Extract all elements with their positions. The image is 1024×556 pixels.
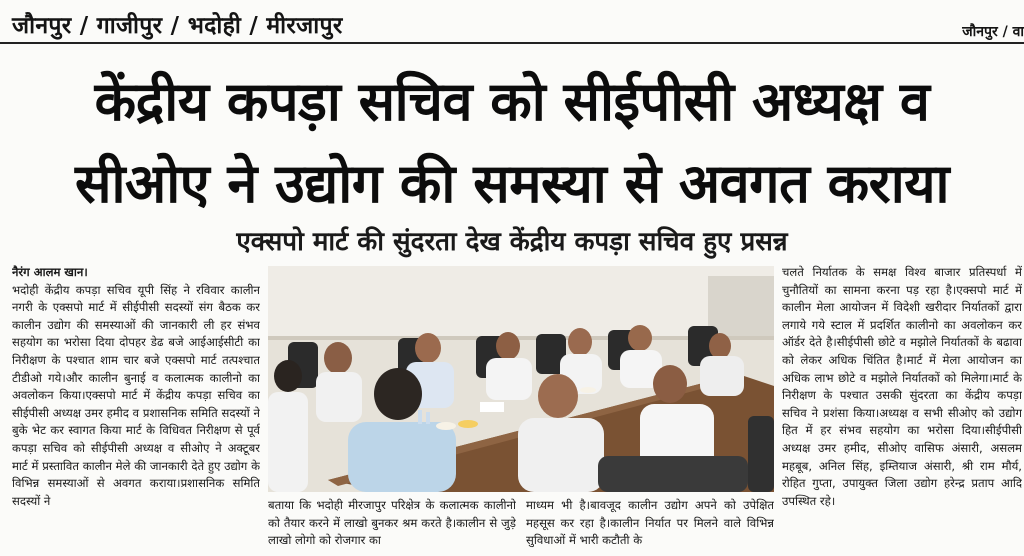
column-1-body: भदोही केंद्रीय कपड़ा सचिव यूपी सिंह ने रविवार कालीन नगरी के एक्सपो मार्ट में सीईपीसी सदस्यों संग बैठक कर कालीन उद्योग की समस्याओं की जानकारी ली हर संभव सहयोग का भरोसा दिया दोपहर डेढ बजे आईआईसीटी का निरीक्षण के पश्चात शाम चार बजे एक्सपो मार्ट तत्पश्चात टीडीओ गये।और कालीन बुनाई व कलात्मक कालीनो का अवलोकन किया।एक्सपो मार्ट में केंद्रीय कपड़ा सचिव का सीईपीसी अध्यक्ष उमर हमीद व प्रशासनिक समिति सदस्यों ने बुके भेट कर स्वागत किया मार्ट के विधिवत निरीक्षण से पूर्व कपड़ा सचिव को सीईपीसी अध्यक्ष व सीओए ने अक्टूबर मार्ट में प्रस्तावित कालीन मेले की जानकारी देते हुए उद्योग के विभिन्न समस्याओं से अवगत कराया।प्रशासनिक समिति सदस्यों ने	[12, 282, 260, 508]
meeting-photo	[268, 266, 774, 492]
page-reference: जौनपुर / वा	[962, 24, 1024, 40]
article-column-2-bottom: बताया कि भदोही मीरजापुर परिक्षेत्र के कलात्मक कालीनो को तैयार करने में लाखो बुनकर श्रम करते है।कालीन से जुड़े लाखो लोगो को रोजगार का	[268, 498, 516, 548]
article-column-3-bottom: माध्यम भी है।बावजूद कालीन उद्योग अपने को उपेक्षित महसूस कर रहा है।कालीन निर्यात पर मिलने वाले विभिन्न सुविधाओं में भारी कटौती के	[526, 498, 774, 548]
article-column-4: चलते निर्यातक के समक्ष विश्व बाजार प्रतिस्पर्धा में चुनौतियों का सामना करना पड़ रहा है।एक्सपो मार्ट में कालीन मेला आयोजन में विदेशी खरीदार निर्यातकों द्वारा लगाये गये स्टाल में प्रदर्शित कालीनो का अवलोकन कर ऑर्डर देते है।सीईपीसी छोटे व मझोले निर्यातकों के बढावा को लेकर अधिक चिंतित है।मार्ट में मेला आयोजन का अधिक लाभ छोटे व मझोले निर्यातकों को मिलेगा।मार्ट के निरीक्षण के पश्चात उसकी सुंदरता का केंद्रीय कपड़ा सचिव ने प्रशंसा किया।अध्यक्ष व सभी सीओए को उद्योग हित में हर संभव सहयोग का भरोसा दिया।सीईपीसी अध्यक्ष उमर हमीद, सीओए वासिफ अंसारी, असलम महबूब, अनिल सिंह, इम्तियाज अंसारी, श्री राम मौर्य, रोहित गुप्ता, उपायुक्त जिला उद्योग हरेन्द्र प्रताप आदि उपस्थित रहे।	[782, 265, 1022, 508]
headline-line-1: केंद्रीय कपड़ा सचिव को सीईपीसी अध्यक्ष व	[94, 70, 930, 133]
article-column-1	[12, 264, 260, 556]
section-header-bar	[0, 0, 1024, 44]
meeting-photo-illustration	[268, 266, 774, 492]
subheadline: एक्सपो मार्ट की सुंदरता देख केंद्रीय कपड़ा सचिव हुए प्रसन्न	[236, 227, 788, 257]
section-title: जौनपुर / गाजीपुर / भदोही / मीरजापुर	[12, 13, 343, 39]
headline-line-2: सीओए ने उद्योग की समस्या से अवगत कराया	[74, 152, 950, 215]
byline: नैरंग आलम खान।	[12, 265, 88, 279]
